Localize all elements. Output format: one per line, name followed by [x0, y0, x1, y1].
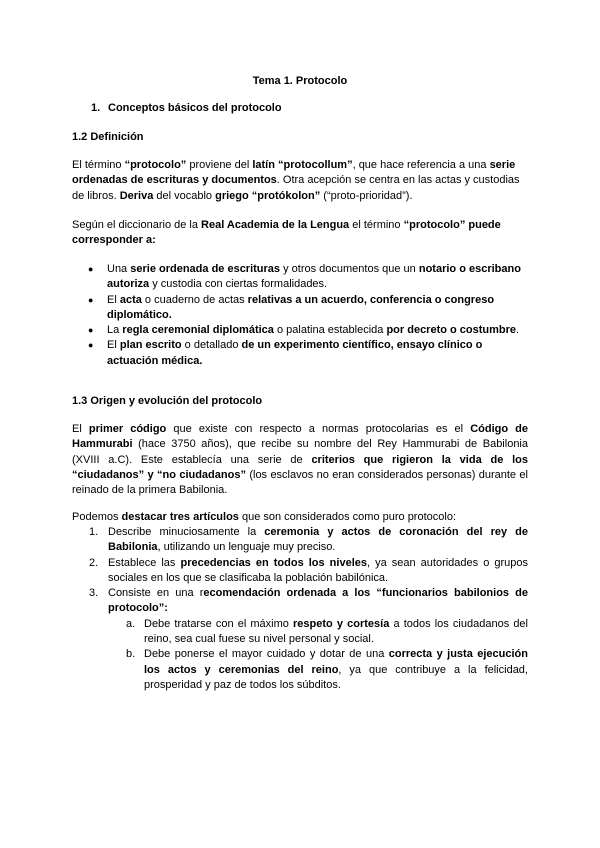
subsection-heading-definicion: 1.2 Definición — [72, 131, 144, 143]
list-item: ● Una serie ordenada de escrituras y otros documentos que un notario o escribano autoriza y custodia con ciertas formalidades. — [72, 262, 528, 293]
list-item: a. Debe tratarse con el máximo respeto y cortesía a todos los ciudadanos del reino, sea cual fuese su nivel personal y social. — [126, 617, 528, 646]
recommendations-sublist — [108, 617, 528, 693]
list-item: ● El plan escrito o detallado de un experimento científico, ensayo clínico o actuación médica. — [72, 338, 528, 369]
list-item: ● La regla ceremonial diplomática o palatina establecida por decreto o costumbre. — [72, 323, 528, 338]
section-heading — [91, 101, 282, 116]
list-item: 2. Establece las precedencias en todos los niveles, ya sean autoridades o grupos sociales en los que se clasificaba la población babilónica. — [89, 556, 529, 584]
page-title: Tema 1. Protocolo — [252, 75, 348, 87]
section-number: 1. — [91, 102, 101, 114]
definition-paragraph: El término “protocolo” proviene del latín “protocollum”, que hace referencia a una serie ordenadas de escrituras y documentos. Otra acepción se centra en las actas y custodias de libros. Deriva del vocablo griego “protókolon” (“proto-prioridad”). — [72, 159, 520, 202]
origin-paragraph: El primer código que existe con respecto a normas protocolarias es el Código de Hammurabi (hace 3750 años), que recibe su nombre del Rey Hammurabi de Babilonia (XVIII a.C). Este establecía una serie de criterios que rigieron la vida de los “ciudadanos” y “no ciudadanos” (los esclavos no eran considerados personas) durante el reinado de la primera Babilonia. — [72, 423, 529, 497]
list-item: ● El acta o cuaderno de actas relativas a un acuerdo, conferencia o congreso diplomático. — [72, 293, 528, 324]
articles-numbered-list — [72, 525, 528, 693]
list-item: 3. Consiste en una recomendación ordenada a los “funcionarios babilonios de protocolo”: a. Debe tratarse con el máximo respeto y cortesía a todos los ciudadanos del reino, sea cual fuese su nivel personal y social. b. Debe ponerse el mayor cuidado y dotar de una correcta y justa ejecución los actos y ceremonias del reino, ya que contribuye a la felicidad, prosperidad y paz de todos los súbditos. — [72, 586, 528, 693]
definition-bullet-list — [72, 262, 528, 369]
list-item: 1. Describe minuciosamente la ceremonia y actos de coronación del rey de Babilonia, utilizando un lenguaje muy preciso. — [89, 526, 528, 554]
section-label: Conceptos básicos del protocolo — [108, 102, 282, 114]
articles-intro-paragraph: Podemos destacar tres artículos que son considerados como puro protocolo: — [72, 511, 456, 523]
rae-paragraph: Según el diccionario de la Real Academia de la Lengua el término “protocolo” puede corresponder a: — [72, 219, 501, 247]
list-item: b. Debe ponerse el mayor cuidado y dotar de una correcta y justa ejecución los actos y ceremonias del reino, ya que contribuye a la felicidad, prosperidad y paz de todos los súbditos. — [126, 648, 528, 691]
subsection-heading-origen: 1.3 Origen y evolución del protocolo — [72, 395, 263, 407]
